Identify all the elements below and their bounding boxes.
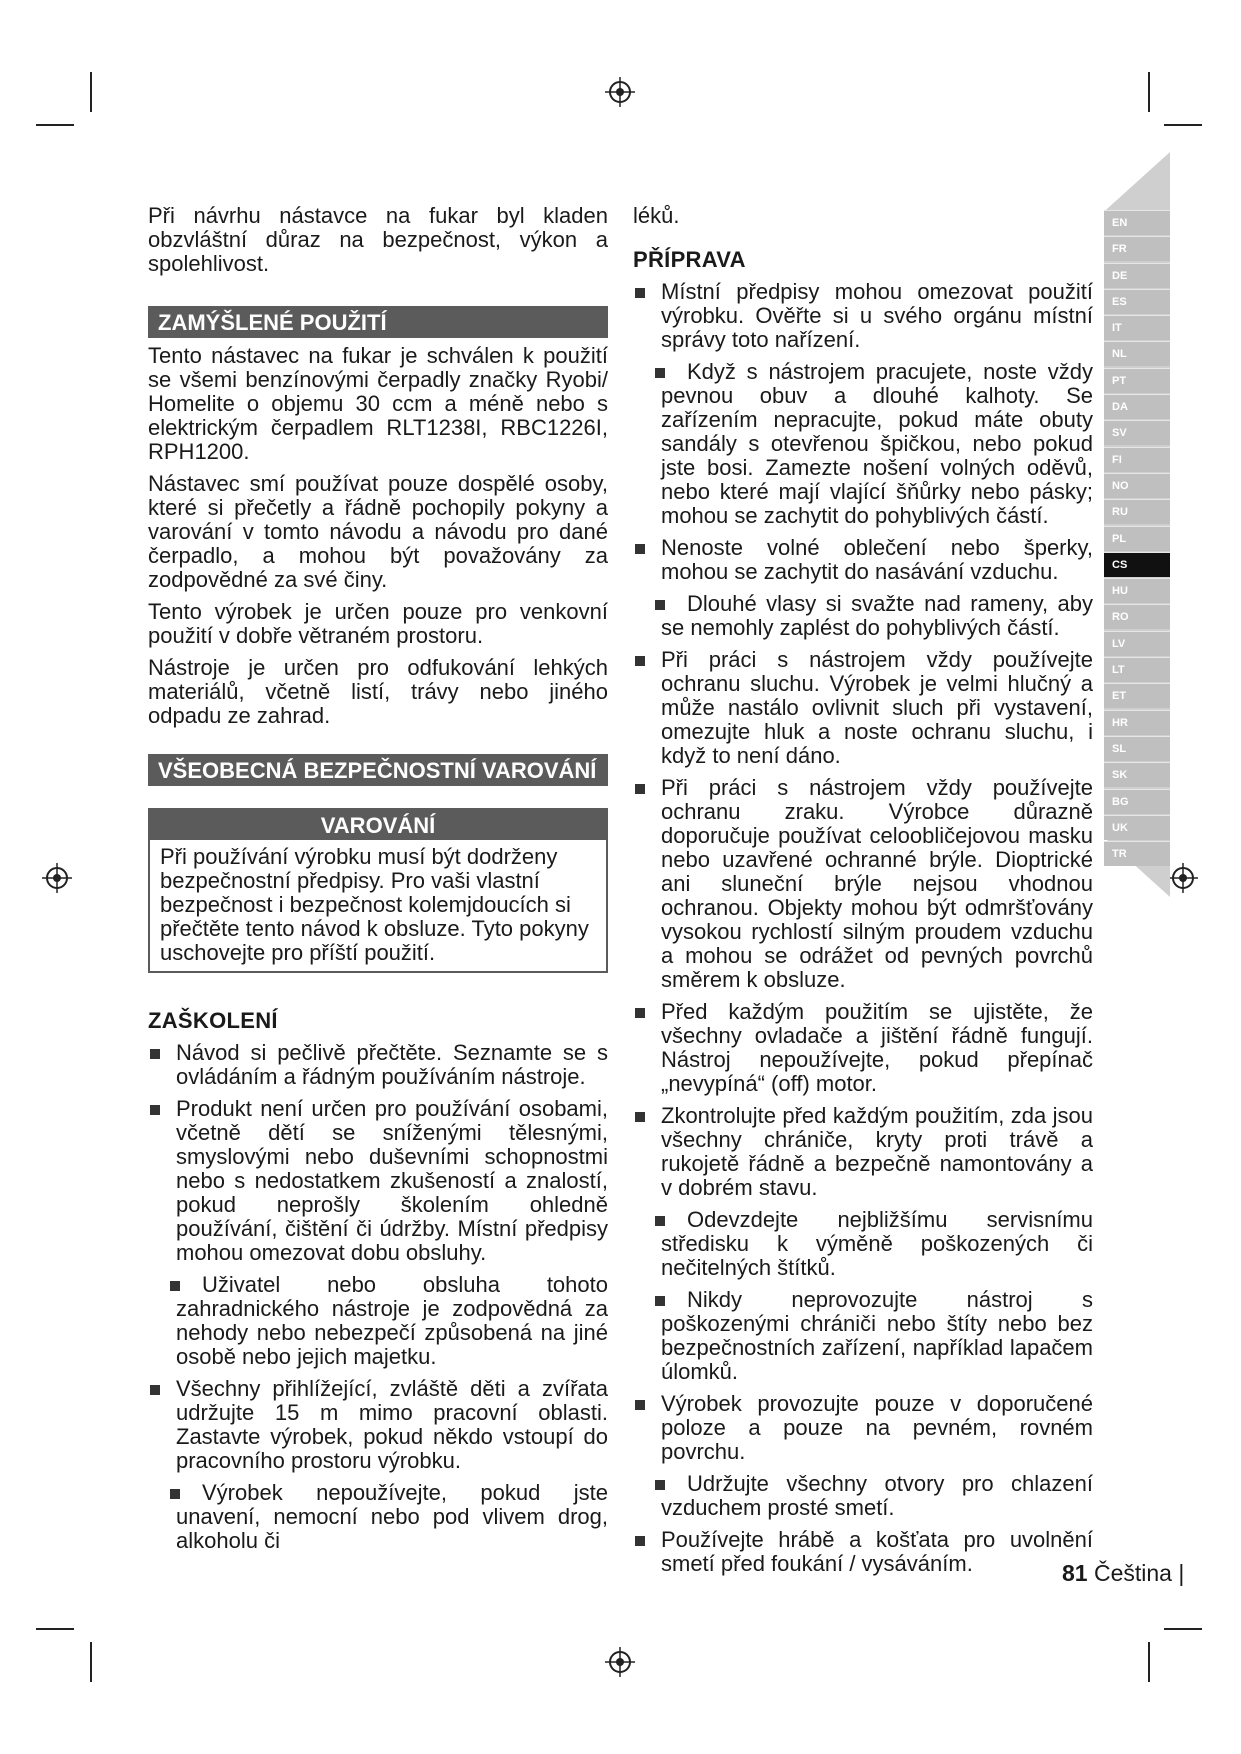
language-tab-hr: HR [1104,710,1170,735]
section-heading-intended-use: ZAMÝŠLENÉ POUŽITÍ [148,306,608,338]
language-tab-pl: PL [1104,526,1170,551]
list-item: Při práci s nástrojem vždy používejte ochranu sluchu. Výrobek je velmi hlučný a může nastálo ovlivnit sluch při vystavení, omezujte hluk a noste ochranu sluchu, i když to není dáno. [633,648,1093,768]
list-item: Když s nástrojem pracujete, noste vždy pevnou obuv a dlouhé kalhoty. Se zařízením nepracujte, pokud máte obuty sandály s otevřenou špičkou, nebo pokud jste bosi. Zamezte nošení volných oděvů, nebo které mají vlající šňůrky nebo pásky; mohou se zachytit do pohyblivých částí. [633,360,1093,528]
list-item: Nikdy neprovozujte nástroj s poškozenými chrániči nebo štíty nebo bez bezpečnostních zařízení, například lapačem úlomků. [633,1288,1093,1384]
registration-mark-icon [42,863,72,893]
language-tab-sk: SK [1104,762,1170,787]
paragraph: Tento výrobek je určen pouze pro venkovní použití v dobře větraném prostoru. [148,599,608,648]
crop-mark [36,1628,74,1630]
language-tab-pt: PT [1104,368,1170,393]
warning-text: Při používání výrobku musí být dodrženy bezpečnostní předpisy. Pro vaši vlastní bezpečnost i bezpečnost kolemjdoucích si přečtěte tento návod k obsluze. Tyto pokyny uschovejte pro příští použití. [160,844,589,965]
language-tab-ru: RU [1104,499,1170,524]
language-tab-strip [1104,152,1170,897]
crop-mark [1148,1642,1150,1682]
list-item: Výrobek provozujte pouze v doporučené poloze a pouze na pevném, rovném povrchu. [633,1392,1093,1464]
crop-mark [1164,1628,1202,1630]
registration-mark-icon [1168,863,1198,893]
left-column [148,204,608,1561]
language-tab-no: NO [1104,473,1170,498]
list-item: Produkt není určen pro používání osobami, včetně dětí se sníženými tělesnými, smyslovými nebo duševními schopnostmi nebo s nedostatkem zkušeností a znalostí, pokud neprošly školením ohledně používání, čištění či údržby. Místní předpisy mohou omezovat dobu obsluhy. [148,1097,608,1265]
language-tab-es: ES [1104,289,1170,314]
list-item: Místní předpisy mohou omezovat použití výrobku. Ověřte si u svého orgánu místní správy toto nařízení. [633,280,1093,352]
paragraph: Nástroje je určen pro odfukování lehkých materiálů, včetně listí, trávy nebo jiného odpadu ze zahrad. [148,655,608,728]
list-item: Nenoste volné oblečení nebo šperky, mohou se zachytit do nasávání vzduchu. [633,536,1093,584]
continued-text: léků. [633,203,680,228]
list-item: Návod si pečlivě přečtěte. Seznamte se s ovládáním a řádným používáním nástroje. [148,1041,608,1089]
language-tab-fi: FI [1104,447,1170,472]
language-tab-tr: TR [1104,841,1170,866]
list-item: Výrobek nepoužívejte, pokud jste unavení, nemocní nebo pod vlivem drog, alkoholu či [148,1481,608,1553]
list-item: Udržujte všechny otvory pro chlazení vzduchem prosté smetí. [633,1472,1093,1520]
language-tab-et: ET [1104,683,1170,708]
language-tab-ro: RO [1104,604,1170,629]
list-item: Dlouhé vlasy si svažte nad rameny, aby se nemohly zaplést do pohyblivých částí. [633,592,1093,640]
warning-box [148,808,608,973]
language-tab-cs: CS [1104,552,1170,577]
page-number: 81 [1062,1560,1088,1586]
intro-paragraph: Při návrhu nástavce na fukar byl kladen obzvláštní důraz na bezpečnost, výkon a spolehlivost. [148,203,608,276]
list-item: Uživatel nebo obsluha tohoto zahradnického nástroje je zodpovědná za nehody nebo nebezpečí způsobená na jiné osobě nebo jejich majetku. [148,1273,608,1369]
page-footer [1062,1560,1184,1587]
list-item: Všechny přihlížející, zvláště děti a zvířata udržujte 15 m mimo pracovní oblasti. Zastavte výrobek, pokud někdo vstoupí do pracovního prostoru výrobku. [148,1377,608,1473]
crop-mark [90,72,92,112]
training-list [148,1041,608,1553]
right-column [633,204,1093,1584]
language-tab-nl: NL [1104,341,1170,366]
language-tab-uk: UK [1104,815,1170,840]
footer-language: Čeština | [1093,1560,1185,1586]
language-tab-sl: SL [1104,736,1170,761]
language-tab-hu: HU [1104,578,1170,603]
language-tab-it: IT [1104,315,1170,340]
crop-mark [1164,124,1202,126]
registration-mark-icon [605,77,635,107]
paragraph: Tento nástavec na fukar je schválen k použití se všemi benzínovými čerpadly značky Ryobi/ Homelite o objemu 30 ccm a méně nebo s elektrickým čerpadlem RLT1238I, RBC1226I, RPH1200. [148,343,608,464]
section-heading-general-safety: VŠEOBECNÁ BEZPEČNOSTNÍ VAROVÁNÍ [148,754,608,786]
list-item: Používejte hrábě a košťata pro uvolnění smetí před foukání / vysáváním. [633,1528,1093,1576]
crop-mark [1148,72,1150,112]
registration-mark-icon [605,1647,635,1677]
list-item: Zkontrolujte před každým použitím, zda jsou všechny chrániče, kryty proti trávě a rukojetě řádně a bezpečně namontovány a v dobrém stavu. [633,1104,1093,1200]
list-item: Před každým použitím se ujistěte, že všechny ovladače a jištění řádně fungují. Nástroj nepoužívejte, pokud přepínač „nevypíná“ (off) motor. [633,1000,1093,1096]
language-tab-fr: FR [1104,236,1170,261]
language-tab-da: DA [1104,394,1170,419]
list-item: Při práci s nástrojem vždy používejte ochranu zraku. Výrobce důrazně doporučuje používat celoobličejovou masku nebo uzavřené ochranné brýle. Dioptrické ani sluneční brýle nejsou vhodnou ochranou. Objekty mohou být odmršťovány vysokou rychlostí silným proudem vzduchu a mohou se odrážet od pevných povrchů směrem k obsluze. [633,776,1093,992]
warning-heading: VAROVÁNÍ [150,810,606,840]
language-tab-en: EN [1104,210,1170,235]
crop-mark [36,124,74,126]
section-heading-training: ZAŠKOLENÍ [148,1008,278,1033]
paragraph: Nástavec smí používat pouze dospělé osoby, které si přečetly a řádně pochopily pokyny a varování v tomto návodu a návodu pro dané čerpadlo, a mohou být považovány za zodpovědné za své činy. [148,471,608,592]
preparation-list [633,280,1093,1576]
language-tab-bg: BG [1104,789,1170,814]
language-tab-de: DE [1104,263,1170,288]
language-tab-lv: LV [1104,631,1170,656]
section-heading-preparation: PŘÍPRAVA [633,247,746,272]
language-tab-sv: SV [1104,420,1170,445]
crop-mark [90,1642,92,1682]
language-tab-lt: LT [1104,657,1170,682]
list-item: Odevzdejte nejbližšímu servisnímu středisku k výměně poškozených či nečitelných štítků. [633,1208,1093,1280]
